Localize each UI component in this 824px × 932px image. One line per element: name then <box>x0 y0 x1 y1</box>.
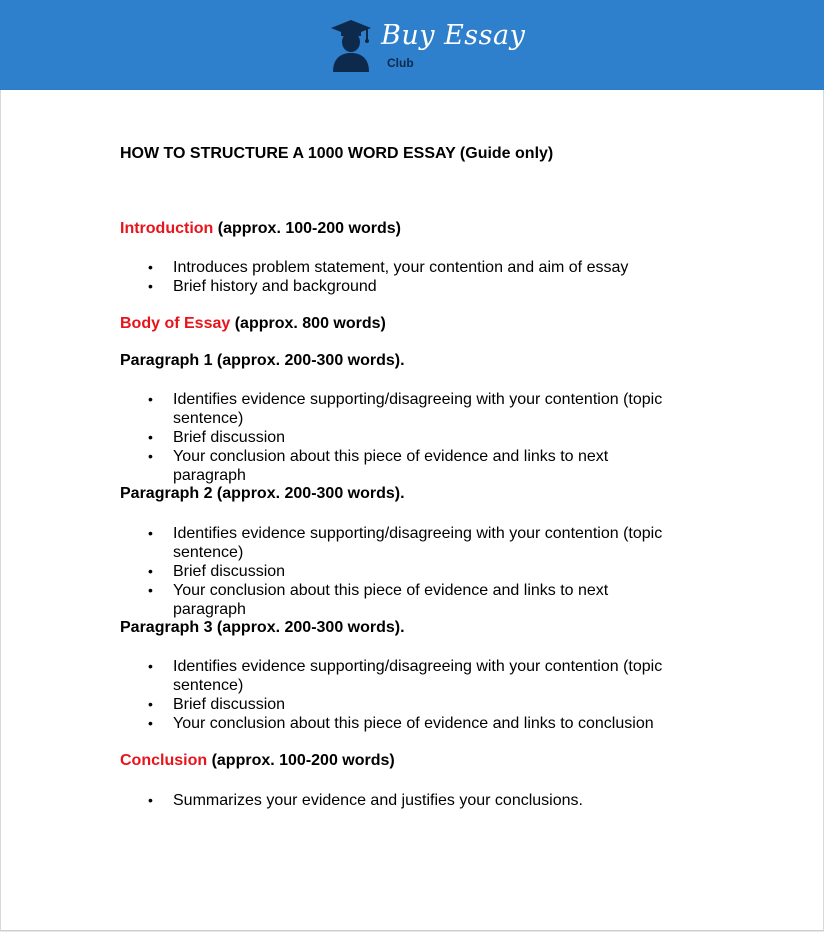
bullet-icon: • <box>148 278 153 294</box>
bullet-icon: • <box>148 582 153 598</box>
paragraph2-heading: Paragraph 2 (approx. 200-300 words). <box>120 485 405 502</box>
introduction-list <box>120 258 680 296</box>
paragraph3-list <box>120 657 680 733</box>
list-item: • Identifies evidence supporting/disagreeing with your contention (topic sentence) <box>148 525 663 561</box>
header-bar <box>0 0 824 90</box>
graduate-student-icon <box>327 16 375 72</box>
bullet-icon: • <box>148 792 153 808</box>
bullet-icon: • <box>148 696 153 712</box>
conclusion-label: Conclusion <box>120 752 208 769</box>
list-item: • Brief discussion <box>148 429 286 446</box>
list-item: • Your conclusion about this piece of evidence and links to conclusion <box>148 715 654 732</box>
bullet-icon: • <box>148 391 153 407</box>
bullet-icon: • <box>148 715 153 731</box>
bullet-icon: • <box>148 563 153 579</box>
list-item: • Introduces problem statement, your contention and aim of essay <box>148 259 629 276</box>
paragraph1-heading: Paragraph 1 (approx. 200-300 words). <box>120 352 405 369</box>
bullet-icon: • <box>148 259 153 275</box>
list-item: • Brief history and background <box>148 278 377 295</box>
body-heading <box>120 315 386 333</box>
brand-logo[interactable] <box>327 16 526 76</box>
conclusion-heading <box>120 752 395 770</box>
paragraph3-heading: Paragraph 3 (approx. 200-300 words). <box>120 619 405 636</box>
list-item: • Identifies evidence supporting/disagreeing with your contention (topic sentence) <box>148 391 663 427</box>
list-item: • Your conclusion about this piece of evidence and links to next paragraph <box>148 448 609 484</box>
bullet-icon: • <box>148 658 153 674</box>
list-item: • Identifies evidence supporting/disagreeing with your contention (topic sentence) <box>148 658 663 694</box>
introduction-note: (approx. 100-200 words) <box>217 220 401 237</box>
document-title: HOW TO STRUCTURE A 1000 WORD ESSAY (Guide only) <box>120 145 554 162</box>
list-item: • Your conclusion about this piece of evidence and links to next paragraph <box>148 582 609 618</box>
brand-subtitle: Club <box>387 56 414 70</box>
introduction-label: Introduction <box>120 220 214 237</box>
bullet-icon: • <box>148 448 153 464</box>
conclusion-note: (approx. 100-200 words) <box>211 752 395 769</box>
bullet-icon: • <box>148 525 153 541</box>
list-item: • Brief discussion <box>148 563 286 580</box>
list-item: • Summarizes your evidence and justifies your conclusions. <box>148 792 583 809</box>
introduction-heading <box>120 220 401 238</box>
body-note: (approx. 800 words) <box>234 315 386 332</box>
conclusion-list <box>120 791 680 810</box>
brand-name: Buy Essay <box>381 20 526 51</box>
body-label: Body of Essay <box>120 315 231 332</box>
paragraph2-list <box>120 524 680 619</box>
list-item: • Brief discussion <box>148 696 286 713</box>
bullet-icon: • <box>148 429 153 445</box>
paragraph1-list <box>120 390 680 485</box>
